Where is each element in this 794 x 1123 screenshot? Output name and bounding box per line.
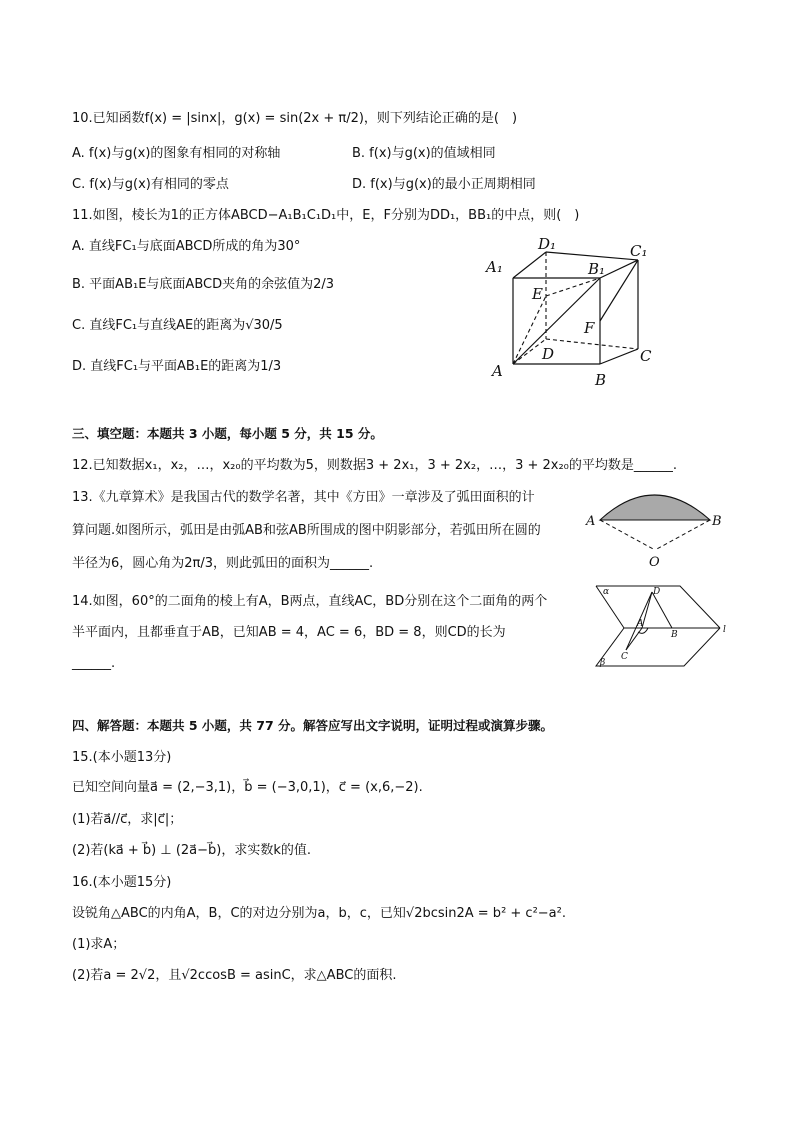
label-B1: B₁ bbox=[588, 260, 606, 278]
label-arc-A: A bbox=[586, 514, 596, 529]
label-dih-C: C bbox=[621, 652, 628, 662]
label-A: A bbox=[492, 362, 503, 380]
q10-option-d: D. f(x)与g(x)的最小正周期相同 bbox=[352, 177, 536, 192]
q11-stem: 11.如图，棱长为1的正方体ABCD−A₁B₁C₁D₁中，E，F分别为DD₁，BB₁的中点，则( ) bbox=[72, 208, 580, 223]
section-4-heading: 四、解答题：本题共 5 小题，共 77 分。解答应写出文字说明，证明过程或演算步骤。 bbox=[72, 718, 554, 733]
q15-head: 15.(本小题13分) bbox=[72, 750, 172, 765]
arc-field-figure bbox=[582, 486, 727, 572]
q16-head: 16.(本小题15分) bbox=[72, 875, 172, 890]
label-arc-O: O bbox=[649, 555, 660, 570]
label-D1: D₁ bbox=[538, 235, 557, 253]
section-3-heading: 三、填空题：本题共 3 小题，每小题 5 分，共 15 分。 bbox=[72, 426, 383, 441]
q13-line1: 13.《九章算术》是我国古代的数学名著，其中《方田》一章涉及了弧田面积的计 bbox=[72, 490, 535, 505]
q16-stem: 设锐角△ABC的内角A，B，C的对边分别为a，b，c，已知√2bcsin2A = b² + c²−a². bbox=[72, 906, 566, 921]
q14-line2: 半平面内，且都垂直于AB，已知AB = 4，AC = 6，BD = 8，则CD的长为 bbox=[72, 625, 506, 640]
label-alpha: α bbox=[603, 587, 610, 597]
q11-option-d: D. 直线FC₁与平面AB₁E的距离为1/3 bbox=[72, 359, 282, 374]
q11-option-a: A. 直线FC₁与底面ABCD所成的角为30° bbox=[72, 239, 301, 254]
q10-option-a: A. f(x)与g(x)的图象有相同的对称轴 bbox=[72, 146, 281, 161]
q13-line3: 半径为6，圆心角为2π/3，则此弧田的面积为______. bbox=[72, 556, 374, 571]
label-dih-A: A bbox=[637, 619, 644, 629]
label-D: D bbox=[542, 345, 555, 363]
q16-part2: (2)若a = 2√2，且√2ccosB = asinC，求△ABC的面积. bbox=[72, 968, 397, 983]
label-beta: β bbox=[600, 658, 606, 668]
label-B: B bbox=[595, 371, 607, 389]
cube-figure bbox=[480, 232, 670, 392]
label-arc-B: B bbox=[712, 514, 722, 529]
q10-option-c: C. f(x)与g(x)有相同的零点 bbox=[72, 177, 229, 192]
q14-line3: ______. bbox=[72, 656, 116, 671]
q15-part2: (2)若(ka⃗ + b⃗) ⊥ (2a⃗−b⃗)，求实数k的值. bbox=[72, 843, 312, 858]
label-dih-B: B bbox=[671, 630, 678, 640]
q11-option-b: B. 平面AB₁E与底面ABCD夹角的余弦值为2/3 bbox=[72, 277, 335, 292]
label-C: C bbox=[640, 347, 652, 365]
q10-stem: 10.已知函数f(x) = |sinx|，g(x) = sin(2x + π/2)，则下列结论正确的是( ) bbox=[72, 111, 518, 126]
label-E: E bbox=[532, 285, 543, 303]
label-A1: A₁ bbox=[486, 258, 503, 276]
label-l: l bbox=[723, 625, 726, 635]
q16-part1: (1)求A； bbox=[72, 937, 126, 952]
label-F: F bbox=[584, 319, 595, 337]
q13-line2: 算问题.如图所示，弧田是由弧AB和弦AB所围成的图中阴影部分，若弧田所在圆的 bbox=[72, 523, 541, 538]
q10-option-b: B. f(x)与g(x)的值域相同 bbox=[352, 146, 496, 161]
q12-text: 12.已知数据x₁，x₂，…，x₂₀的平均数为5，则数据3 + 2x₁，3 + 2x₂，…，3 + 2x₂₀的平均数是______. bbox=[72, 458, 678, 473]
label-C1: C₁ bbox=[630, 242, 648, 260]
q15-stem: 已知空间向量a⃗ = (2,−3,1)，b⃗ = (−3,0,1)，c⃗ = (x,6,−2). bbox=[72, 780, 423, 795]
q15-part1: (1)若a⃗//c⃗，求|c⃗|； bbox=[72, 812, 183, 827]
q11-option-c: C. 直线FC₁与直线AE的距离为√30/5 bbox=[72, 318, 283, 333]
dihedral-figure bbox=[592, 582, 732, 670]
q14-line1: 14.如图，60°的二面角的棱上有A，B两点，直线AC，BD分别在这个二面角的两个 bbox=[72, 594, 548, 609]
label-dih-D: D bbox=[653, 587, 661, 597]
